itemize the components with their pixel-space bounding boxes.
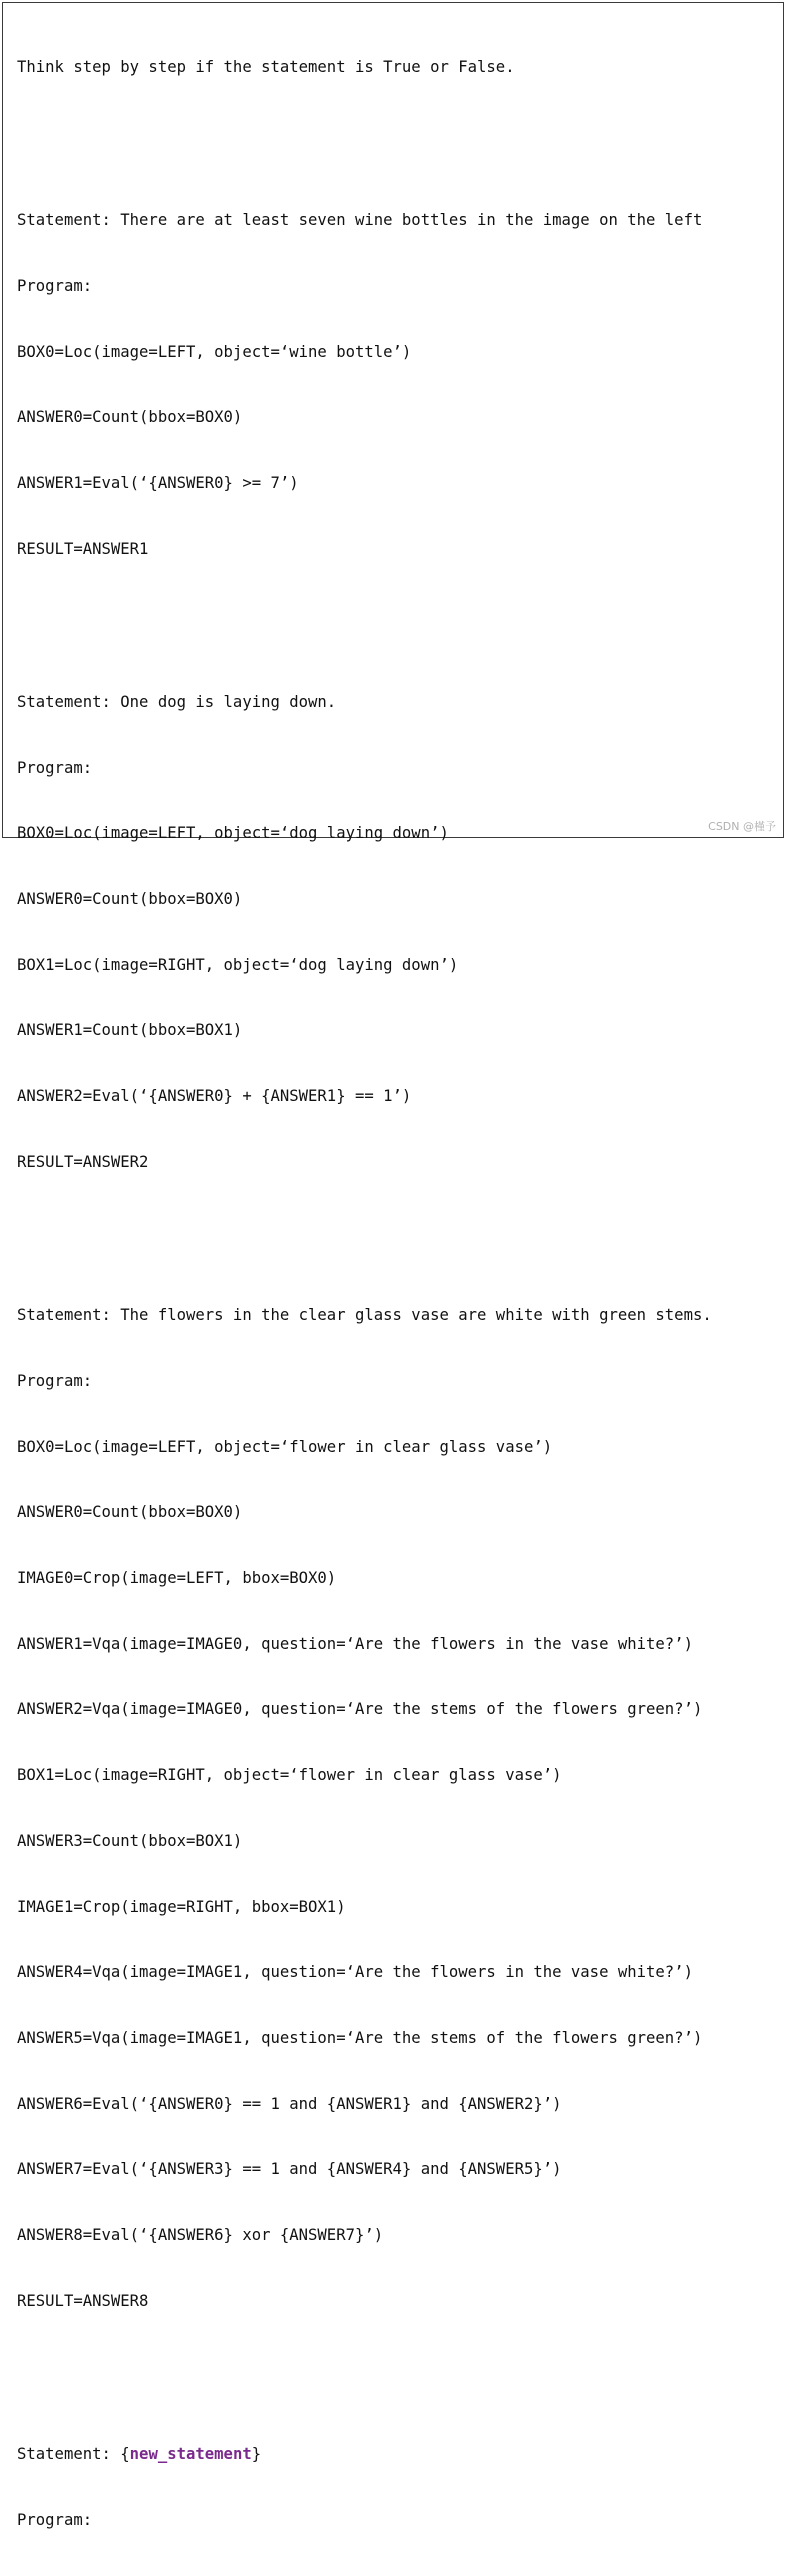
- program-line: ANSWER0=Count(bbox=BOX0): [17, 1503, 243, 1522]
- program-line: ANSWER5=Vqa(image=IMAGE1, question=‘Are the stems of the flowers green?’): [17, 2028, 703, 2047]
- program-line: BOX0=Loc(image=LEFT, object=‘flower in clear glass vase’): [17, 1437, 553, 1456]
- example1-program-label: Program:: [17, 276, 93, 295]
- program-line: BOX1=Loc(image=RIGHT, object=‘dog laying down’): [17, 955, 459, 974]
- prompt-frame: [2, 2, 784, 2529]
- program-line: ANSWER3=Count(bbox=BOX1): [17, 1831, 243, 1850]
- prompt-text: [17, 13, 777, 2575]
- blank-line: [17, 2356, 777, 2378]
- example2-statement: Statement: One dog is laying down.: [17, 692, 337, 711]
- program-line: BOX0=Loc(image=LEFT, object=‘wine bottle’): [17, 342, 412, 361]
- program-line: RESULT=ANSWER1: [17, 539, 149, 558]
- query-statement: [17, 2444, 777, 2466]
- program-line: IMAGE0=Crop(image=LEFT, bbox=BOX0): [17, 1569, 337, 1587]
- query-program-label: Program:: [17, 2510, 93, 2529]
- watermark: CSDN @槿予: [708, 820, 776, 833]
- query-statement-suffix: }: [251, 2445, 262, 2464]
- query-statement-prefix: Statement: {: [17, 2445, 130, 2464]
- blank-line: [17, 123, 777, 145]
- program-line: ANSWER2=Vqa(image=IMAGE0, question=‘Are the stems of the flowers green?’): [17, 1700, 703, 1719]
- program-line: ANSWER1=Eval(‘{ANSWER0} >= 7’): [17, 473, 299, 492]
- blank-line: [17, 1218, 777, 1240]
- program-line: IMAGE1=Crop(image=RIGHT, bbox=BOX1): [17, 1897, 346, 1916]
- program-line: ANSWER0=Count(bbox=BOX0): [17, 408, 243, 427]
- program-line: ANSWER6=Eval(‘{ANSWER0} == 1 and {ANSWER1} and {ANSWER2}’): [17, 2094, 562, 2113]
- program-line: ANSWER0=Count(bbox=BOX0): [17, 890, 243, 909]
- program-line: ANSWER2=Eval(‘{ANSWER0} + {ANSWER1} == 1’): [17, 1087, 412, 1106]
- program-line: ANSWER1=Vqa(image=IMAGE0, question=‘Are the flowers in the vase white?’): [17, 1634, 693, 1653]
- program-line: RESULT=ANSWER8: [17, 2291, 149, 2310]
- program-line: ANSWER7=Eval(‘{ANSWER3} == 1 and {ANSWER4} and {ANSWER5}’): [17, 2160, 562, 2179]
- example3-statement: Statement: The flowers in the clear glass vase are white with green stems.: [17, 1306, 712, 1325]
- example3-program-label: Program:: [17, 1371, 93, 1390]
- intro-line: Think step by step if the statement is True or False.: [17, 57, 515, 76]
- program-line: ANSWER1=Count(bbox=BOX1): [17, 1021, 243, 1040]
- program-line: ANSWER8=Eval(‘{ANSWER6} xor {ANSWER7}’): [17, 2226, 384, 2245]
- program-line: ANSWER4=Vqa(image=IMAGE1, question=‘Are the flowers in the vase white?’): [17, 1963, 693, 1982]
- program-line: BOX1=Loc(image=RIGHT, object=‘flower in clear glass vase’): [17, 1766, 562, 1785]
- program-line: RESULT=ANSWER2: [17, 1152, 149, 1171]
- example1-statement: Statement: There are at least seven wine bottles in the image on the left: [17, 211, 703, 230]
- new-statement-placeholder: new_statement: [129, 2445, 252, 2464]
- blank-line: [17, 604, 777, 626]
- program-line: BOX0=Loc(image=LEFT, object=‘dog laying down’): [17, 824, 449, 843]
- example2-program-label: Program:: [17, 758, 93, 777]
